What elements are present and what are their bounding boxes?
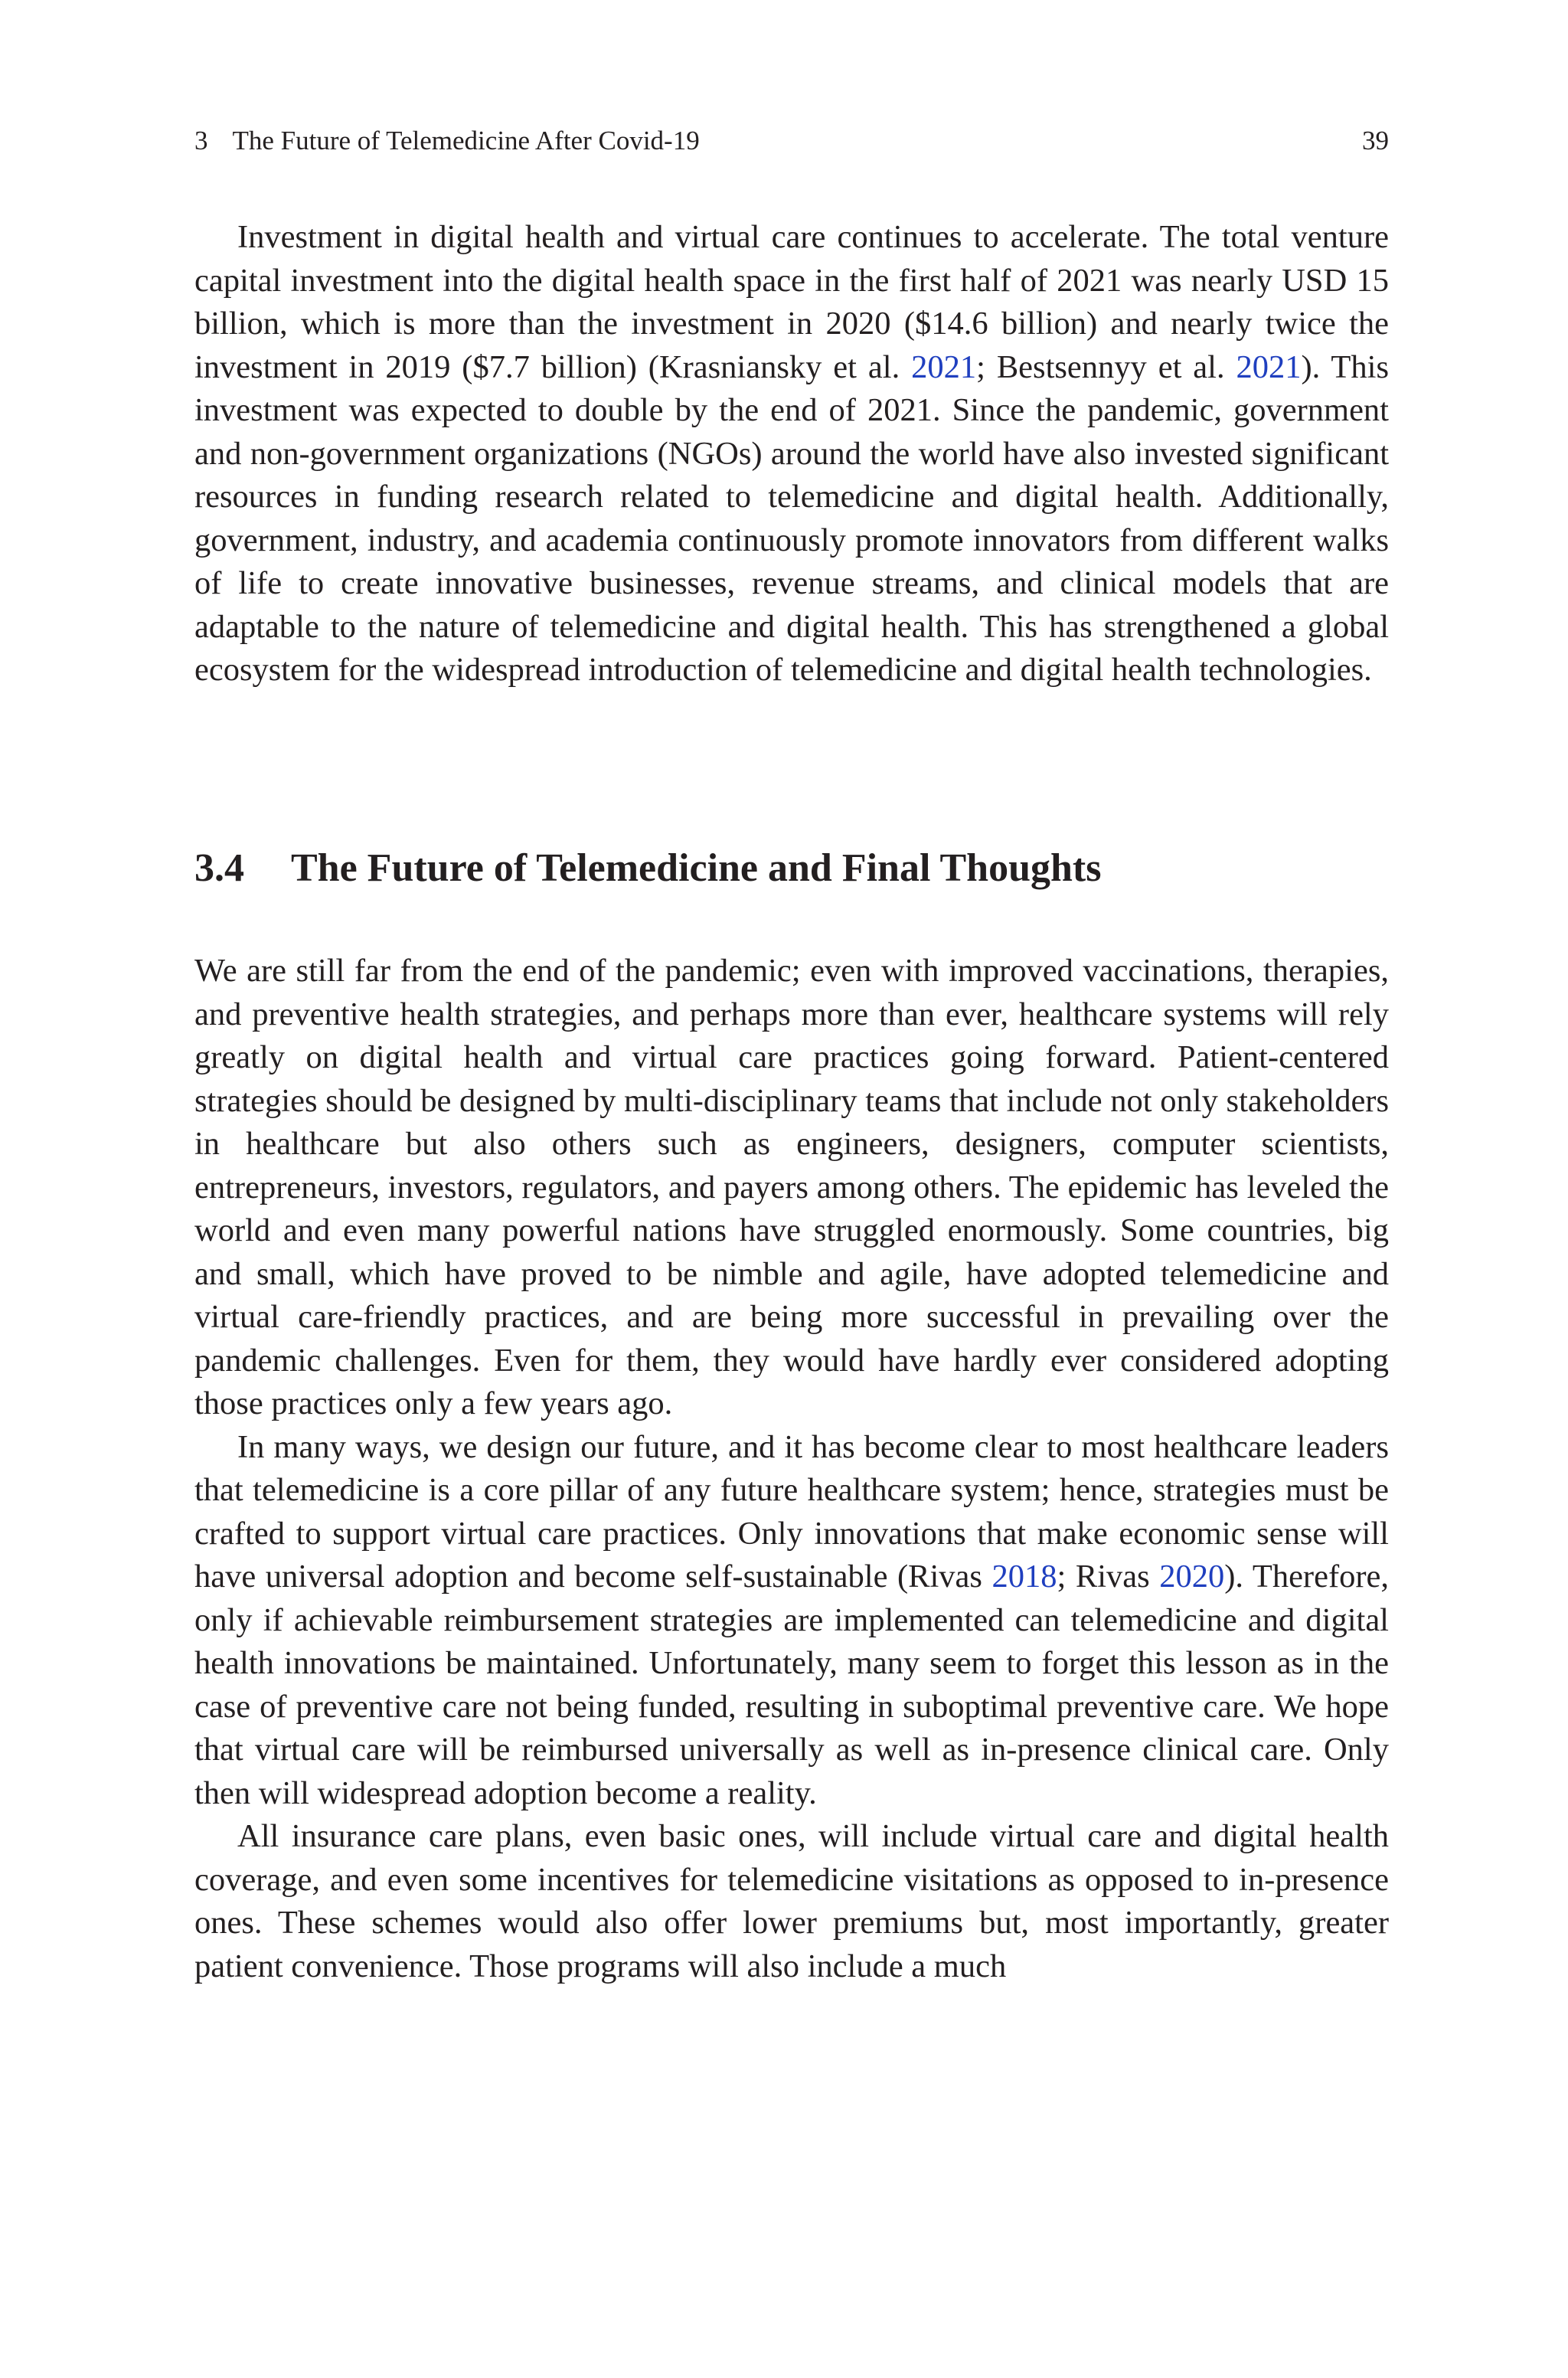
- text-segment: Investment in digital health and virtual care continues to accelerate. The total venture capital investment into the digital health space in the first half of 2021 was nearly USD 15 billion, which is more than the investment in 2020 ($14.6 billion) and nearly twice the investment in 2019 ($7.7 billion) (Krasniansky et al.: [194, 219, 1389, 385]
- running-head-chapter: [194, 124, 700, 158]
- paragraph-investment: [194, 216, 1389, 692]
- paragraph-pandemic: We are still far from the end of the pandemic; even with improved vaccinations, therapies, and preventive health strategies, and perhaps more than ever, healthcare systems will rely greatly on digital health and virtual care practices going forward. Patient-centered strategies should be designed by multi-disciplinary teams that include not only stakeholders in healthcare but also others such as engineers, designers, computer scientists, entrepreneurs, investors, regulators, and payers among others. The epidemic has leveled the world and even many powerful nations have struggled enormously. Some countries, big and small, which have proved to be nimble and agile, have adopted telemedicine and virtual care-friendly practices, and are being more successful in prevailing over the pandemic challenges. Even for them, they would have hardly ever considered adopting those practices only a few years ago.: [194, 953, 1389, 1421]
- text-segment: ; Rivas: [1057, 1559, 1160, 1595]
- citation-rivas-2020[interactable]: 2020: [1159, 1559, 1225, 1595]
- text-segment: ). This investment was expected to double by the end of 2021. Since the pandemic, government and non-government organizations (NGOs) around the world have also invested significant resources in funding research related to telemedicine and digital health. Additionally, government, industry, and academia continuously promote innovators from different walks of life to create innovative businesses, revenue streams, and clinical models that are adaptable to the nature of telemedicine and digital health. This has strengthened a global ecosystem for the widespread introduction of telemedicine and digital health technologies.: [194, 348, 1389, 688]
- text-segment: In many ways, we design our future, and it has become clear to most healthcare leaders that telemedicine is a core pillar of any future healthcare system; hence, strategies must be crafted to support virtual care practices. Only innovations that make economic sense will have universal adoption and become self-sustainable (Rivas: [194, 1428, 1389, 1595]
- section-title: The Future of Telemedicine and Final Thoughts: [291, 846, 1102, 890]
- citation-rivas-2018[interactable]: 2018: [991, 1559, 1057, 1595]
- citation-bestsennyy-2021[interactable]: 2021: [1236, 348, 1302, 385]
- text-segment: ). Therefore, only if achievable reimbursement strategies are implemented can telemedicine and digital health innovations be maintained. Unfortunately, many seem to forget this lesson as in the case of preventive care not being funded, resulting in suboptimal preventive care. We hope that virtual care will be reimbursed universally as well as in-presence clinical care. Only then will widespread adoption become a reality.: [194, 1559, 1389, 1811]
- section-number: 3.4: [194, 846, 244, 890]
- chapter-title: The Future of Telemedicine After Covid-19: [232, 126, 700, 155]
- running-head: [194, 124, 1389, 158]
- page-number: 39: [1362, 126, 1389, 155]
- section-heading: [194, 844, 1389, 893]
- paragraph-design-future: [194, 1426, 1389, 1816]
- intro-text-block: [194, 216, 1389, 692]
- text-segment: ; Bestsennyy et al.: [976, 348, 1236, 385]
- chapter-number: 3: [194, 126, 208, 155]
- citation-krasniansky-2021[interactable]: 2021: [911, 348, 977, 385]
- section-text-block: [194, 950, 1389, 1988]
- paragraph-insurance: All insurance care plans, even basic ones, will include virtual care and digital health coverage, and even some incentives for telemedicine visitations as opposed to in-presence ones. These schemes would also offer lower premiums but, most importantly, greater patient convenience. Those programs will also include a much: [194, 1818, 1389, 1984]
